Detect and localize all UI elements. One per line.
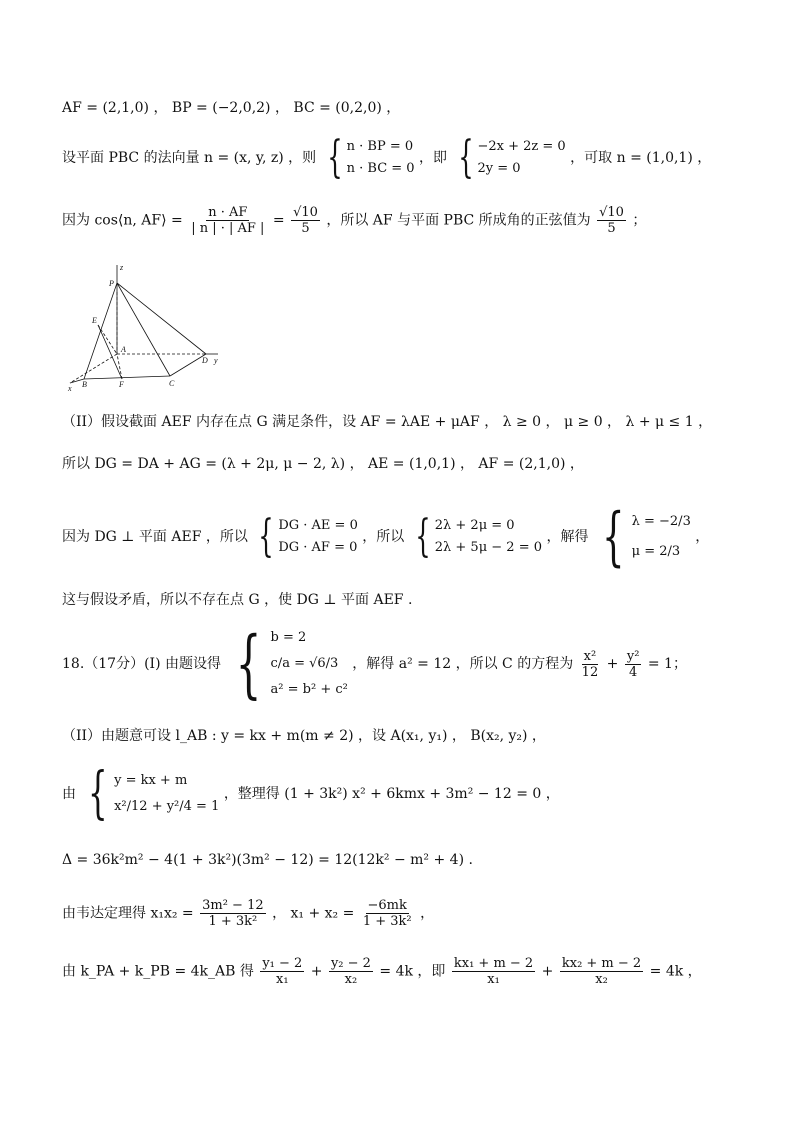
label-c: C [169,379,175,388]
equation-system [452,132,566,183]
equation-system [321,132,415,183]
text: = 1； [647,656,687,672]
system-row: a² = b² + c² [270,682,348,697]
normal-vector-line [62,132,712,183]
cosine-line [62,205,646,236]
equation-system [80,761,220,826]
brace: { [258,511,275,562]
numerator: 3m² − 12 [202,898,264,913]
fraction [625,649,642,680]
system-row: DG · AE = 0 [278,518,358,533]
text: = 4k ，即 [379,963,446,980]
system-row: c/a = √6/3 [270,656,339,671]
numerator: n · AF [208,205,248,220]
fraction [560,956,643,987]
text: ，整理得 (1 + 3k²) x² + 6kmx + 3m² − 12 = 0 ， [223,786,560,802]
text: 由 [62,786,76,802]
equation-system [593,500,691,574]
system-row: n · BC = 0 [346,161,415,176]
part-two-setup: （II）由题意可设 l_AB : y = kx + m(m ≠ 2) ，设 A(x₁, y₁) ， B(x₂, y₂) ， [62,728,546,744]
system-row: x²/12 + y²/4 = 1 [114,799,220,814]
discriminant-line: Δ = 36k²m² − 4(1 + 3k²)(3m² − 12) = 12(12k² − m² + 4) . [62,852,473,868]
text: ，解得 [546,529,589,545]
contradiction-line: 这与假设矛盾，所以不存在点 G ，使 DG ⊥ 平面 AEF . [62,592,413,608]
text: = 4k ， [649,963,702,980]
slope-condition-line [62,956,702,987]
fraction [597,205,626,236]
numerator: kx₂ + m − 2 [561,956,642,971]
denominator: x₂ [344,972,358,987]
numerator: y² [626,648,640,664]
label-d: D [202,356,208,365]
denominator: | n | · | AF | [191,221,265,236]
text: + [310,963,323,980]
brace: { [326,132,343,183]
perpendicular-line [62,500,710,574]
denominator: 1 + 3k² [208,914,258,929]
denominator: 5 [607,221,616,236]
denominator: 1 + 3k² [362,914,412,929]
brace: { [88,761,109,826]
denominator: x₁ [487,972,500,987]
fraction [452,956,535,987]
system-row: μ = 2/3 [631,544,681,559]
label-b: B [82,380,87,389]
vieta-line [62,898,434,929]
fraction [580,649,601,680]
fraction [189,205,266,236]
text: ，可取 n = (1,0,1) ， [570,150,712,166]
text: ，所以 AF 与平面 PBC 所成角的正弦值为 [326,212,591,229]
label-x: x [68,384,72,393]
text: 设平面 PBC 的法向量 n = (x, y, z) ，则 [62,150,317,166]
text: 因为 cos⟨n, AF⟩ = [62,212,183,229]
fraction [361,898,414,929]
text: 由 k_PA + k_PB = 4k_AB 得 [62,963,254,980]
numerator: −6mk [367,898,407,913]
numerator: kx₁ + m − 2 [453,956,534,971]
brace: { [457,132,474,183]
denominator: x₂ [595,972,608,987]
problem-18-part-one [62,621,687,707]
text: ，即 [419,150,448,166]
numerator: √10 [599,205,624,220]
pyramid-figure [62,262,232,394]
simultaneous-equations [62,761,560,826]
system-row: 2λ + 5μ − 2 = 0 [434,540,542,555]
system-row: 2λ + 2μ = 0 [434,518,515,533]
label-y: y [214,356,218,365]
brace: { [602,500,625,574]
text: + [606,656,619,672]
system-row: n · BP = 0 [346,139,414,154]
fraction [291,205,320,236]
equation-system [225,621,348,707]
fraction [329,956,373,987]
dg-vector-line: 所以 DG = DA + AG = (λ + 2μ, μ − 2, λ) ， AE = (1,0,1) ， AF = (2,1,0) ， [62,456,584,472]
numerator: x² [583,648,597,664]
text: 18.（17分）(I) 由题设得 [62,656,221,672]
vector-line-1: AF = (2,1,0) ， BP = (−2,0,2) ， BC = (0,2,0) ， [62,100,401,116]
text: ， x₁ + x₂ = [272,905,355,922]
fraction [260,956,304,987]
text: ， [695,529,710,545]
denominator: 12 [581,664,599,680]
text: ，所以 [362,529,405,545]
denominator: 4 [629,664,638,680]
text: + [541,963,554,980]
brace: { [415,511,431,562]
system-row: −2x + 2z = 0 [477,139,566,154]
text: 由韦达定理得 x₁x₂ = [62,905,194,922]
numerator: y₁ − 2 [262,956,303,971]
brace: { [236,621,262,707]
numerator: √10 [293,205,318,220]
text: = [272,212,285,229]
denominator: 5 [301,221,310,236]
label-f: F [119,380,124,389]
numerator: y₂ − 2 [330,956,371,971]
fraction [200,898,266,929]
text: ； [632,212,647,229]
system-row: 2y = 0 [477,161,521,176]
text: ，解得 a² = 12 ，所以 C 的方程为 [352,656,574,672]
equation-system [409,511,542,562]
label-e: E [92,316,97,325]
system-row: λ = −2/3 [631,514,691,529]
text: ， [420,905,435,922]
denominator: x₁ [276,972,289,987]
system-row: y = kx + m [114,773,188,788]
equation-system [252,511,358,562]
text: 因为 DG ⊥ 平面 AEF ，所以 [62,529,248,545]
label-a: A [121,345,126,354]
label-p: P [109,279,114,288]
system-row: DG · AF = 0 [278,540,358,555]
system-row: b = 2 [270,630,307,645]
label-z: z [120,263,124,272]
part-two-assumption: （II）假设截面 AEF 内存在点 G 满足条件，设 AF = λAE + μAF ， λ ≥ 0 ， μ ≥ 0 ， λ + μ ≤ 1 ， [62,414,713,430]
